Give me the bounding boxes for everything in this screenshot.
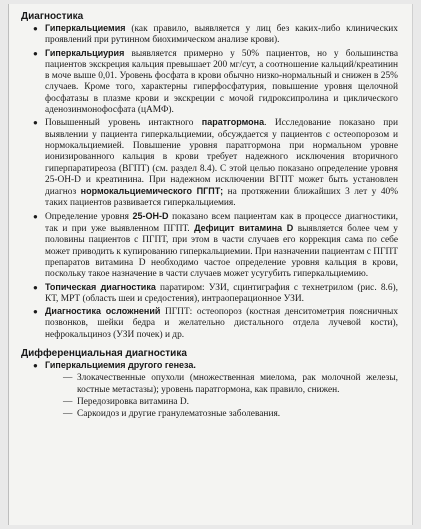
item-text-pre: Определение уровня xyxy=(45,211,133,222)
item-text: ПГПТ: остеопороз (костная денситометрия поясничных позвонков, шейки бедра и желательно дистального отдела лучевой кости), нефрокальциноз (УЗИ почек) и др. xyxy=(45,307,399,340)
term-2: нормокальциемического ПГПТ; xyxy=(80,186,224,197)
diagnostics-list xyxy=(33,23,398,341)
list-item xyxy=(45,282,398,306)
item-text-pre: Повышенный уровень интактного xyxy=(45,118,202,129)
list-item xyxy=(45,48,398,117)
item-text: показано всем пациентам как в процессе диагностики, так и при уже выявленном ПГПТ. xyxy=(45,211,399,235)
term: Гиперкальциурия xyxy=(45,47,125,58)
list-item xyxy=(45,211,398,281)
list-item xyxy=(45,117,398,209)
sub-list-item: — Передозировка витамина D. xyxy=(77,397,398,408)
item-text-2: выявляется более чем у половины пациентов с ПГПТ, при этом в части случаев его коррекция сама по себе может приводить к купированию гиперкальциемии. При назначении пациентам с ПГПТ препаратов витамина D необходимо частое определение уровня кальция в крови, поскольку такое назначение в части случаев может усугубить гиперкальциемию. xyxy=(45,224,398,280)
term: Топическая диагностика xyxy=(45,281,156,292)
item-text: . Исследование показано при выявлении у пациента гиперкальциемии, обсуждается у пациентов с остеопорозом и нормокальциемией. Повышение уровня паратгормона при нормальном уровне ионизированного кальция в крови требует надежного исключения вторичного гиперпаратиреоза (ВГПТ) (см. раздел 8.4). С этой целью показано определение уровня 25-ОН-D и креатинина. При надежном исключении ВГПТ может быть установлен диагноз xyxy=(45,118,398,198)
sub-list-item: — Злокачественные опухоли (множественная миелома, рак молочной железы, костные метастазы); уровень паратгормона, как правило, снижен. xyxy=(77,373,398,396)
term: паратгормона xyxy=(201,117,265,128)
list-item xyxy=(45,360,398,372)
list-item xyxy=(45,23,398,47)
section-heading-differential: Дифференциальная диагностика xyxy=(21,348,187,360)
term: Гиперкальциемия другого генеза. xyxy=(45,360,196,371)
document-page xyxy=(8,4,413,525)
term-2: Дефицит витамина D xyxy=(194,223,294,234)
term: Диагностика осложнений xyxy=(45,306,161,317)
differential-sublist xyxy=(33,373,398,420)
item-text: паратиром: УЗИ, сцинтиграфия с технетрилом (рис. 8.6), КТ, МРТ (область шеи и средостения), интраоперационное УЗИ. xyxy=(45,282,399,304)
list-item xyxy=(45,306,398,341)
item-text: выявляется примерно у 50% пациентов, но у большинства пациентов экскреция кальция превышает 200 мг/сут, а соотношение кальций/креатинин в моче выше 0,01. Уровень фосфата в крови обычно низко-нормальный и снижен в 25% случаев. Кроме того, характерны гиперфосфатурия, повышение уровня щелочной фосфатазы в плазме крови и экскреции с мочой гидроксипролина и циклического аденозинмонофосфата (цАМФ). xyxy=(45,48,398,116)
differential-list xyxy=(33,360,398,372)
section-heading-diagnostics: Диагностика xyxy=(21,11,84,22)
item-text: (как правило, выявляется у лиц без каких-либо клинических проявлений при рутинном биохимическом анализе крови). xyxy=(45,24,398,46)
term: 25-ОН-D xyxy=(132,210,169,221)
term: Гиперкальциемия xyxy=(45,23,126,33)
sub-list-item: — Саркоидоз и другие гранулематозные заболевания. xyxy=(77,409,398,420)
item-text-2: на протяжении ближайших 3 лет у 40% таких пациентов развивается гиперкальциемия. xyxy=(45,187,399,209)
